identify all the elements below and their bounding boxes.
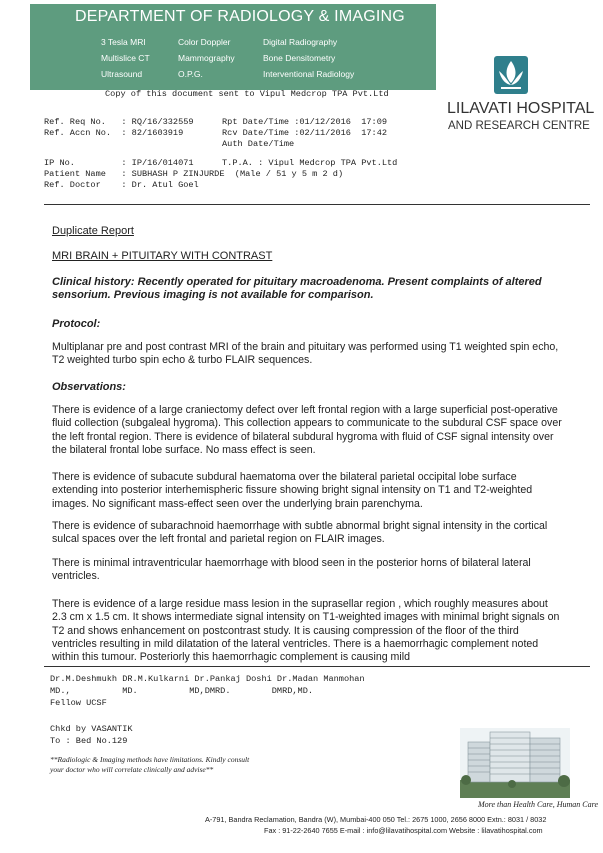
observation-paragraph: There is evidence of a large residue mass lesion in the suprasellar region , which roughly measures about 2.3 cm x 1.5 cm. It shows intermediate signal intensity on T1-weighted images with minimal bright signals on T2 and shows enhancement on postcontrast study. It is causing compression of the floor of the third ventricles resulting in mild dilatation of the lateral ventricles. There is a haemorrhagic complement noted within this tumour. Posteriorly this haemorrhagic complement is causing mild (52, 598, 560, 664)
hospital-subtitle: AND RESEARCH CENTRE (448, 120, 590, 132)
bed-number: To : Bed No.129 (50, 736, 128, 746)
ip-no: IP No. : IP/16/014071 (44, 158, 194, 168)
service-item: Bone Densitometry (263, 53, 336, 63)
service-item: 3 Tesla MRI (101, 37, 146, 47)
observations-heading: Observations: (52, 381, 126, 393)
service-item: Mammography (178, 53, 235, 63)
auth-date: Auth Date/Time (222, 139, 295, 149)
signatory-degrees: MD., MD. MD,DMRD. DMRD,MD. (50, 686, 314, 696)
ref-doctor: Ref. Doctor : Dr. Atul Goel (44, 180, 199, 190)
observation-paragraph: There is evidence of subarachnoid haemorrhage with subtle abnormal bright signal intensity in the cortical sulcal spaces over the left frontal and parietal region on FLAIR images. (52, 520, 548, 546)
copy-note: Copy of this document sent to Vipul Medcrop TPA Pvt.Ltd (105, 89, 389, 99)
lotus-logo-icon (493, 55, 529, 95)
checked-by: Chkd by VASANTIK (50, 724, 133, 734)
observation-paragraph: There is evidence of a large craniectomy defect over left frontal region with a large superficial post-operative fluid collection (subgaleal hygroma). This collection appears to communicate to the subdural CSF space over the left frontal region. There is evidence of bilateral subdural hygroma with fluid of CSF signal intensity over the bilateral frontal lobe surface. No mass effect is seen. (52, 404, 562, 456)
disclaimer-line: **Radiologic & Imaging methods have limitations. Kindly consult (50, 755, 250, 764)
patient-name: Patient Name : SUBHASH P ZINJURDE (Male / 51 y 5 m 2 d) (44, 169, 344, 179)
department-title: DEPARTMENT OF RADIOLOGY & IMAGING (75, 8, 405, 25)
ref-accn-no: Ref. Accn No. : 82/1603919 (44, 128, 184, 138)
contact-line: Fax : 91-22-2640 7655 E-mail : info@lilavatihospital.com Website : lilavatihospital.com (264, 826, 543, 835)
service-item: Interventional Radiology (263, 69, 355, 79)
service-item: O.P.G. (178, 69, 203, 79)
header-divider (44, 204, 590, 205)
hospital-name: LILAVATI HOSPITAL (447, 100, 595, 117)
report-title: MRI BRAIN + PITUITARY WITH CONTRAST (52, 250, 273, 262)
service-item: Ultrasound (101, 69, 143, 79)
observation-paragraph: There is evidence of subacute subdural haematoma over the bilateral parietal occipital lobe surface extending into posterior interhemispheric fissure showing bright signal intensity on T1 and T2-weighted images. No significant mass-effect seen over the underlying brain parenchyma. (52, 471, 533, 510)
footer-divider (44, 666, 590, 667)
signatories: Dr.M.Deshmukh DR.M.Kulkarni Dr.Pankaj Doshi Dr.Madan Manmohan (50, 674, 365, 684)
signatory-fellowship: Fellow UCSF (50, 698, 107, 708)
protocol-heading: Protocol: (52, 318, 101, 330)
disclaimer-line: your doctor who will correlate clinically and advise** (50, 765, 214, 774)
ref-req-no: Ref. Req No. : RQ/16/332559 (44, 117, 194, 127)
service-item: Digital Radiography (263, 37, 338, 47)
protocol-text: Multiplanar pre and post contrast MRI of the brain and pituitary was performed using T1 weighted spin echo, T2 weighted turbo spin echo & turbo FLAIR sequences. (52, 341, 559, 367)
observation-paragraph: There is minimal intraventricular haemorrhage with blood seen in the posterior horns of bilateral lateral ventricles. (52, 557, 531, 583)
clinical-history: Clinical history: Recently operated for pituitary macroadenoma. Present complaints of altered sensorium. Previous imaging is not available for comparison. (52, 276, 542, 302)
hospital-building-image (460, 728, 570, 798)
address-line: A-791, Bandra Reclamation, Bandra (W), Mumbai-400 050 Tel.: 2675 1000, 2656 8000 Extn.: 8031 / 8032 (205, 815, 547, 824)
report-date: Rpt Date/Time :01/12/2016 17:09 (222, 117, 388, 127)
tagline: More than Health Care, Human Care (478, 800, 598, 809)
duplicate-label: Duplicate Report (52, 225, 134, 237)
receive-date: Rcv Date/Time :02/11/2016 17:42 (222, 128, 388, 138)
service-item: Multislice CT (101, 53, 150, 63)
service-item: Color Doppler (178, 37, 231, 47)
tpa: T.P.A. : Vipul Medcrop TPA Pvt.Ltd (222, 158, 398, 168)
